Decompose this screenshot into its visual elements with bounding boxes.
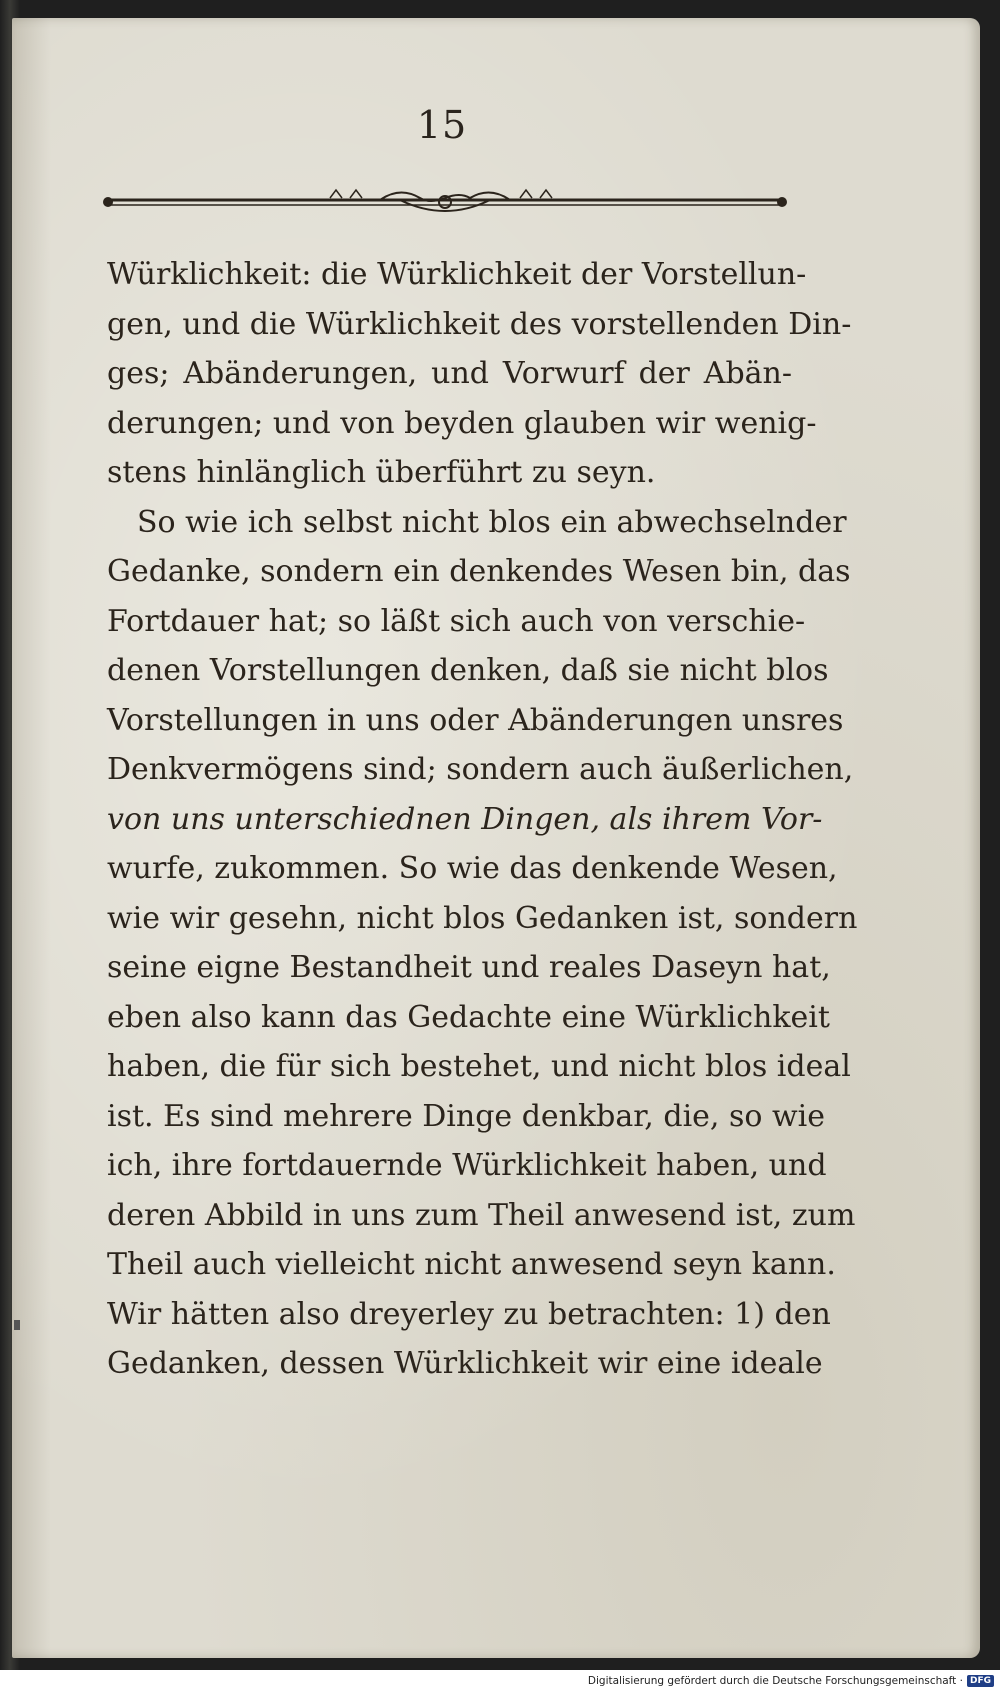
text-line: Vorstellungen in uns oder Abänderungen unsres [107, 702, 844, 738]
text-line: eben also kann das Gedachte eine Würklichkeit [107, 999, 830, 1035]
text-line: ist. Es sind mehrere Dinge denkbar, die, so wie [107, 1098, 826, 1134]
text-line: wie wir gesehn, nicht blos Gedanken ist, sondern [107, 900, 858, 936]
text-line: ich, ihre fortdauernde Würklichkeit haben, und [107, 1148, 827, 1183]
text-line: denen Vorstellungen denken, daß sie nicht blos [107, 653, 829, 688]
text-line: So wie ich selbst nicht blos ein abwechselnder [137, 504, 847, 540]
text-line: haben, die für sich bestehet, und nicht blos ideal [107, 1049, 851, 1084]
body-text [107, 250, 858, 1389]
text-line: ges; Abänderungen, und Vorwurf der Abän- [107, 356, 792, 391]
text-line: wurfe, zukommen. So wie das denkende Wesen, [107, 851, 838, 886]
funding-credit [588, 1675, 994, 1687]
text-line: Denkvermögens sind; sondern auch äußerlichen, [107, 752, 854, 787]
text-line: gen, und die Würklichkeit des vorstellenden Din- [107, 306, 852, 342]
ornament-divider-icon [100, 178, 790, 218]
text-line: Theil auch vielleicht nicht anwesend seyn kann. [107, 1247, 836, 1282]
text-line: Gedanke, sondern ein denkendes Wesen bin, das [107, 554, 851, 589]
text-line: deren Abbild in uns zum Theil anwesend ist, zum [107, 1197, 856, 1233]
text-line: Gedanken, dessen Würklichkeit wir eine ideale [107, 1346, 823, 1381]
text-line: Würklichkeit: die Würklichkeit der Vorstellun- [107, 257, 807, 292]
funding-credit-text: Digitalisierung gefördert durch die Deutsche Forschungsgemeinschaft · [587, 1675, 963, 1687]
text-line: Wir hätten also dreyerley zu betrachten: 1) den [107, 1296, 831, 1332]
binding-mark [14, 1320, 20, 1330]
text-line: stens hinlänglich überführt zu seyn. [107, 455, 656, 490]
dfg-logo: DFG [967, 1675, 994, 1687]
book-page [12, 18, 980, 1658]
text-line: derungen; und von beyden glauben wir wenig- [107, 405, 817, 441]
page-number: 15 [416, 103, 468, 147]
text-line: seine eigne Bestandheit und reales Daseyn hat, [107, 950, 831, 985]
text-line: Fortdauer hat; so läßt sich auch von verschie- [107, 603, 806, 639]
text-line: von uns unterschiednen Dingen, als ihrem Vor- [107, 801, 823, 837]
